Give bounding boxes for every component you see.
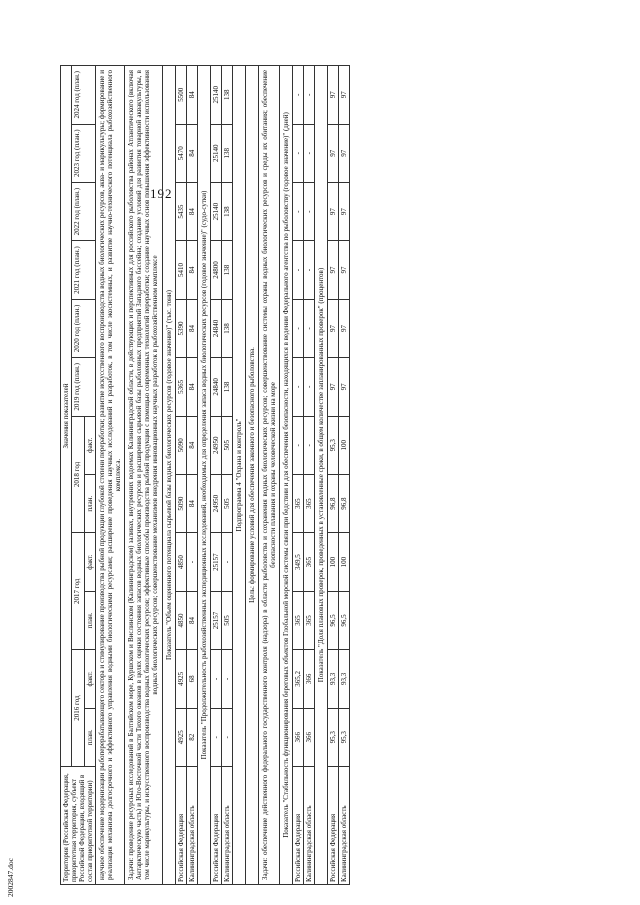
value-cell: - [293,182,304,240]
value-cell: 138 [221,124,232,182]
value-cell: 84 [186,299,197,357]
value-cell: 5090 [175,474,186,532]
value-cell: 5500 [175,66,186,125]
value-cell: 84 [186,182,197,240]
value-cell: 97 [339,358,350,416]
value-cell: 365 [293,591,304,649]
value-cell: - [293,241,304,299]
file-name: 2002847.doc [6,858,15,897]
value-cell: 97 [328,241,339,299]
table-row [210,66,221,885]
value-cell: 25140 [210,66,221,125]
year-header: 2021 год (план.) [72,241,96,299]
values-header: Значения показателей [61,66,72,767]
value-cell: 25157 [210,591,221,649]
value-cell: 5435 [175,182,186,240]
value-cell: 96,5 [328,591,339,649]
value-cell: 100 [339,416,350,474]
table-row [304,66,315,885]
value-cell: 97 [339,124,350,182]
value-cell: - [210,650,221,708]
table-row [221,66,232,885]
value-cell: 97 [328,299,339,357]
value-cell: 97 [339,182,350,240]
subprogram-title: Подпрограмма 4 "Охрана и контроль" [232,66,245,885]
table-row [293,66,304,885]
value-cell: 365 [293,474,304,532]
value-cell: 4925 [175,650,186,708]
goal-text: научное обеспечение модернизации рыбоперерабатывающего сектора и стимулирование производства рыбной продукции глубокой степени переработки; развитие искусственного воспроизводства водных биологических ресурсов, аква- и марикультуры; формирование и реализация механизма долгосрочного и эффективного управления водными биологическими ресурсами; расширение проведения научных исследований и разработок, в том числе экосистемных, и развитие научно-технического потенциала рыбохозяйственного комплекса. [96,66,125,885]
value-cell: 100 [339,533,350,591]
value-cell: 96,5 [339,591,350,649]
plan-header: план. [85,474,96,532]
value-cell: 365 [304,591,315,649]
plan-header: план. [85,591,96,649]
year-header: 2022 год (план.) [72,182,96,240]
value-cell: 82 [186,708,197,766]
value-cell: - [293,66,304,125]
value-cell: 349,5 [293,533,304,591]
fact-header: факт. [85,533,96,591]
year-header: 2016 год [72,650,85,767]
value-cell: 138 [221,241,232,299]
table-row [186,66,197,885]
table-row [328,66,339,885]
value-cell: 96,8 [339,474,350,532]
goal-text: Цель: формирование условий для обеспечения законного и безопасного рыболовства. [245,66,258,885]
fact-header: факт. [85,650,96,708]
indicator-title: Показатель "Объем оцененного потенциала сырьевой базы водных биологических ресурсов (годовое значение)" (тыс. тонн) [162,66,175,885]
value-cell: 84 [186,474,197,532]
value-cell: 68 [186,650,197,708]
value-cell: - [221,650,232,708]
value-cell: 138 [221,182,232,240]
region-cell: Калининградская область [186,767,197,885]
value-cell: 366 [293,708,304,766]
value-cell: 366 [304,650,315,708]
value-cell: 4850 [175,591,186,649]
value-cell: 84 [186,416,197,474]
value-cell: 5410 [175,241,186,299]
value-cell: 97 [328,182,339,240]
value-cell: 84 [186,358,197,416]
value-cell: - [210,708,221,766]
value-cell: 97 [328,358,339,416]
value-cell: - [293,299,304,357]
value-cell: 24840 [210,358,221,416]
value-cell: - [304,66,315,125]
region-cell: Российская Федерация [210,767,221,885]
value-cell: 84 [186,124,197,182]
indicator-title: Показатель "Доля плановых проверок, проведенных в установленные сроки, в общем количестве запланированных проверок" (процентов) [315,66,328,885]
value-cell: - [221,708,232,766]
year-header: 2023 год (план.) [72,124,96,182]
value-cell: 25140 [210,182,221,240]
value-cell: 24800 [210,241,221,299]
value-cell: 5090 [175,416,186,474]
plan-header: план. [85,708,96,766]
table-row [175,66,186,885]
value-cell: - [304,299,315,357]
value-cell: - [304,124,315,182]
page-number: 192 [150,186,173,201]
year-header: 2018 год [72,416,85,533]
value-cell: 100 [328,533,339,591]
value-cell: 93,3 [328,650,339,708]
region-cell: Калининградская область [221,767,232,885]
value-cell: - [304,358,315,416]
value-cell: 505 [221,591,232,649]
value-cell: 25157 [210,533,221,591]
rotated-page-content [60,25,580,885]
value-cell: 365 [304,474,315,532]
fact-header: факт. [85,416,96,474]
value-cell: 96,8 [328,474,339,532]
value-cell: 97 [339,66,350,125]
value-cell: 24840 [210,299,221,357]
region-cell: Российская Федерация [328,767,339,885]
tasks-text: Задачи: обеспечение действенного федерального государственного контроля (надзора) в области рыболовства и сохранения водных биологических ресурсов; совершенствование системы охраны водных биологических ресурсов и среды их обитания; обеспечение безопасности плавания и охраны человеческой жизни на море [258,66,279,885]
year-header: 2020 год (план.) [72,299,96,357]
value-cell: 138 [221,66,232,125]
value-cell: 97 [339,241,350,299]
value-cell: 95,3 [328,708,339,766]
value-cell: - [304,182,315,240]
value-cell: 5390 [175,299,186,357]
value-cell: 25140 [210,124,221,182]
table-row [339,66,350,885]
value-cell: 84 [186,591,197,649]
region-cell: Калининградская область [339,767,350,885]
indicator-title: Показатель "Стабильность функционирования береговых объектов Глобальной морской системы связи при бедствии и для обеспечения безопасности, находящихся в ведении Федерального агентства по рыболовству (годовое значение)" (дней) [279,66,292,885]
value-cell: 5470 [175,124,186,182]
value-cell: 138 [221,358,232,416]
region-cell: Российская Федерация [293,767,304,885]
value-cell: 24950 [210,474,221,532]
value-cell: 97 [339,299,350,357]
value-cell: - [293,358,304,416]
year-header: 2019 год (план.) [72,358,96,416]
value-cell: 97 [328,66,339,125]
value-cell: 24950 [210,416,221,474]
value-cell: 366 [304,708,315,766]
region-cell: Калининградская область [304,767,315,885]
value-cell: - [221,533,232,591]
tasks-text: Задачи: проведение ресурсных исследований в Балтийском море, Куршском и Вислинском (Калининградском) заливах, внутренних водоемах Калининградской области, в действующих и перспективных для российского рыболовства районах Атлантического (включая Антарктическую часть) и Юго-Восточной части Тихого океанов в целях оценки состояния запасов водных биологических ресурсов и расширения сырьевой базы рыболовных предприятий Западного бассейна; создание условий для развития товарной аквакультуры, в том числе марикультуры, и искусственного воспроизводства водных биологических ресурсов; эффективные способы производства рыбной продукции с помощью современных технологий переработки; создание научных основ повышения эффективности использования водных биологических ресурсов; совершенствование механизмов внедрения инновационных научных разработок в рыбохозяйственном комплексе [125,66,162,885]
region-cell: Российская Федерация [175,767,186,885]
value-cell: 365,2 [293,650,304,708]
value-cell: - [293,124,304,182]
value-cell: 84 [186,241,197,299]
value-cell: 95,3 [339,708,350,766]
indicator-title: Показатель "Продолжительность рыбохозяйственных экспедиционных исследований, необходимых для определения запаса водных биологических ресурсов (годовое значение)" (судо-сутки) [197,66,210,885]
value-cell: 97 [328,124,339,182]
value-cell: 4850 [175,533,186,591]
value-cell: 84 [186,66,197,125]
value-cell: 5365 [175,358,186,416]
value-cell: 4925 [175,708,186,766]
value-cell: - [186,533,197,591]
value-cell: 505 [221,416,232,474]
year-header: 2017 год [72,533,85,650]
indicators-table [60,65,350,885]
year-header: 2024 год (план.) [72,66,96,125]
value-cell: 365 [304,533,315,591]
territory-header: Территория (Российская Федерация, приоритетная территория, субъект Российской Федерации, входящий в состав приоритетной территории) [61,767,96,885]
value-cell: 95,3 [328,416,339,474]
value-cell: - [293,416,304,474]
value-cell: 93,3 [339,650,350,708]
value-cell: 138 [221,299,232,357]
value-cell: - [304,416,315,474]
value-cell: - [304,241,315,299]
value-cell: 505 [221,474,232,532]
